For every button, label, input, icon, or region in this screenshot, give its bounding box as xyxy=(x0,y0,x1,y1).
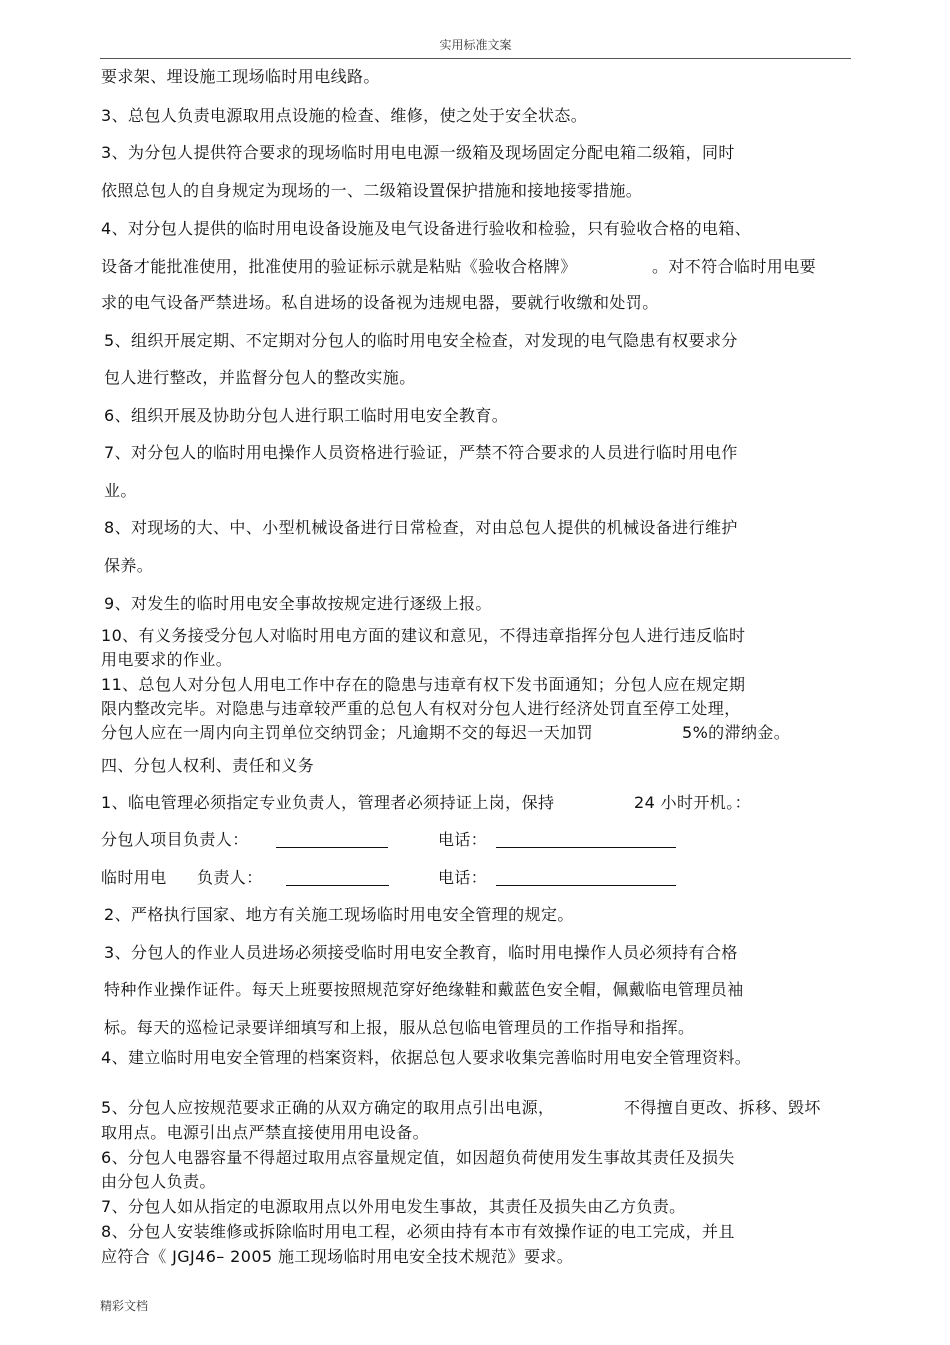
section-heading: 四、分包人权利、责任和义务 xyxy=(101,756,315,775)
text-line: 3、总包人负责电源取用点设施的检查、维修，使之处于安全状态。 xyxy=(101,106,588,125)
text-line: 8、分包人安装维修或拆除临时用电工程，必须由持有本市有效操作证的电工完成，并且 xyxy=(101,1222,735,1241)
text-line: 6、组织开展及协助分包人进行职工临时用电安全教育。 xyxy=(104,406,509,425)
text-line: 3、分包人的作业人员进场必须接受临时用电安全教育，临时用电操作人员必须持有合格 xyxy=(104,943,738,962)
text-line: 标。每天的巡检记录要详细填写和上报，服从总包临电管理员的工作指导和指挥。 xyxy=(104,1018,695,1037)
project-lead-blank xyxy=(276,847,388,848)
text-line: 求的电气设备严禁进场。私自进场的设备视为违规电器，要就行收缴和处罚。 xyxy=(101,293,659,312)
text-line: 不得擅自更改、拆移、毁坏 xyxy=(624,1098,821,1117)
form-label: 临时用电 xyxy=(101,868,167,887)
text-line: 6、分包人电器容量不得超过取用点容量规定值，如因超负荷使用发生事故其责任及损失 xyxy=(101,1148,735,1167)
text-line: 11、总包人对分包人用电工作中存在的隐患与违章有权下发书面通知；分包人应在规定期 xyxy=(101,675,746,694)
text-line: 依照总包人的自身规定为现场的一、二级箱设置保护措施和接地接零措施。 xyxy=(101,181,643,200)
text-line: 4、对分包人提供的临时用电设备设施及电气设备进行验收和检验，只有验收合格的电箱、 xyxy=(101,219,752,238)
text-line: 业。 xyxy=(104,481,137,500)
text-line: 分包人应在一周内向主罚单位交纳罚金；凡逾期不交的每迟一天加罚 xyxy=(101,723,594,742)
form-label: 电话： xyxy=(438,868,488,887)
text-line: 9、对发生的临时用电安全事故按规定进行逐级上报。 xyxy=(104,594,492,613)
text-line: 7、对分包人的临时用电操作人员资格进行验证，严禁不符合要求的人员进行临时用电作 xyxy=(104,443,738,462)
text-line: 5、组织开展定期、不定期对分包人的临时用电安全检查，对发现的电气隐患有权要求分 xyxy=(104,331,738,350)
text-line: 包人进行整改，并监督分包人的整改实施。 xyxy=(104,368,416,387)
text-line: 1、临电管理必须指定专业负责人，管理者必须持证上岗，保持 xyxy=(101,793,555,812)
form-label: 电话： xyxy=(438,830,488,849)
text-line: 保养。 xyxy=(104,556,154,575)
text-line: 限内整改完毕。对隐患与违章较严重的总包人有权对分包人进行经济处罚直至停工处理， xyxy=(101,699,741,718)
text-line: 5%的滞纳金。 xyxy=(682,723,791,742)
text-line: 由分包人负责。 xyxy=(101,1172,216,1191)
text-line: 8、对现场的大、中、小型机械设备进行日常检查，对由总包人提供的机械设备进行维护 xyxy=(104,518,738,537)
form-label: 负责人： xyxy=(197,868,263,887)
form-label: 分包人项目负责人： xyxy=(101,830,249,849)
text-line: 24 小时开机。： xyxy=(634,793,752,812)
text-line: 取用点。电源引出点严禁直接使用用电设备。 xyxy=(101,1123,430,1142)
text-line: 2、严格执行国家、地方有关施工现场临时用电安全管理的规定。 xyxy=(104,905,574,924)
phone-blank xyxy=(496,847,676,848)
page-footer: 精彩文档 xyxy=(100,1299,149,1313)
text-line: 要求架、埋设施工现场临时用电线路。 xyxy=(101,67,380,86)
text-line: 设备才能批准使用，批准使用的验证标示就是粘贴《验收合格牌》 xyxy=(101,257,577,276)
text-line: 用电要求的作业。 xyxy=(101,650,233,669)
text-line: 。对不符合临时用电要 xyxy=(652,257,817,276)
phone-blank xyxy=(496,885,676,886)
page-header: 实用标准文案 xyxy=(100,34,851,59)
text-line: 4、建立临时用电安全管理的档案资料，依据总包人要求收集完善临时用电安全管理资料。 xyxy=(101,1048,752,1067)
text-line: 应符合《 JGJ46– 2005 施工现场临时用电安全技术规范》要求。 xyxy=(101,1247,574,1266)
text-line: 7、分包人如从指定的电源取用点以外用电发生事故，其责任及损失由乙方负责。 xyxy=(101,1197,686,1216)
electric-lead-blank xyxy=(286,885,389,886)
text-line: 特种作业操作证件。每天上班要按照规范穿好绝缘鞋和戴蓝色安全帽，佩戴临电管理员袖 xyxy=(104,980,744,999)
text-line: 10、有义务接受分包人对临时用电方面的建议和意见，不得违章指挥分包人进行违反临时 xyxy=(101,626,746,645)
text-line: 3、为分包人提供符合要求的现场临时用电电源一级箱及现场固定分配电箱二级箱，同时 xyxy=(101,143,735,162)
text-line: 5、分包人应按规范要求正确的从双方确定的取用点引出电源， xyxy=(101,1098,555,1117)
